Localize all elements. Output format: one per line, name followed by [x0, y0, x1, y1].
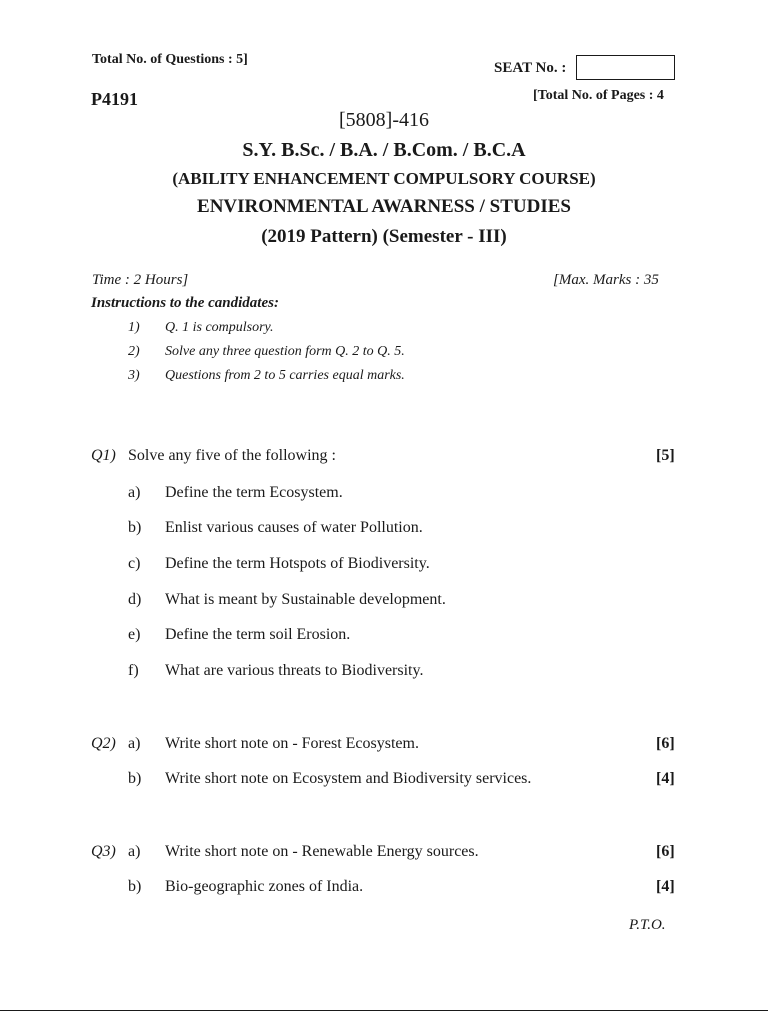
- question-marks-q1: [5]: [656, 447, 675, 464]
- instruction-text: Questions from 2 to 5 carries equal marks.: [165, 368, 405, 383]
- course-type: (ABILITY ENHANCEMENT COMPULSORY COURSE): [172, 169, 596, 188]
- instruction-text: Q. 1 is compulsory.: [165, 320, 274, 335]
- sub-question-marks: [4]: [656, 878, 675, 895]
- total-pages: [Total No. of Pages : 4: [533, 88, 664, 103]
- sub-question-letter: b): [128, 770, 142, 787]
- sub-question-marks: [6]: [656, 843, 675, 860]
- instructions-title: Instructions to the candidates:: [91, 295, 279, 311]
- page-turn-over: P.T.O.: [629, 917, 666, 933]
- question-label-q1: Q1): [91, 447, 116, 464]
- instruction-text: Solve any three question form Q. 2 to Q. 5.: [165, 344, 405, 359]
- subject-title: ENVIRONMENTAL AWARNESS / STUDIES: [197, 196, 571, 217]
- course-title: S.Y. B.Sc. / B.A. / B.Com. / B.C.A: [242, 139, 526, 161]
- sub-question-marks: [6]: [656, 735, 675, 752]
- sub-question-letter: b): [128, 878, 142, 895]
- sub-question-letter: f): [128, 662, 139, 679]
- sub-question-text: Define the term soil Erosion.: [165, 626, 351, 643]
- question-label-q3: Q3): [91, 843, 116, 860]
- instruction-number: 1): [128, 320, 140, 335]
- sub-question-marks: [4]: [656, 770, 675, 787]
- question-text-q1: Solve any five of the following :: [128, 447, 336, 464]
- sub-question-letter: b): [128, 519, 142, 536]
- seat-number-box[interactable]: [576, 55, 675, 80]
- sub-question-text: Define the term Hotspots of Biodiversity.: [165, 555, 430, 572]
- pattern: (2019 Pattern) (Semester - III): [261, 226, 507, 247]
- page-bottom-rule: [0, 1010, 768, 1011]
- sub-question-text: What are various threats to Biodiversity.: [165, 662, 424, 679]
- paper-code: P4191: [91, 89, 138, 109]
- sub-question-text: Bio-geographic zones of India.: [165, 878, 364, 895]
- sub-question-letter: a): [128, 735, 141, 752]
- sub-question-text: Write short note on - Renewable Energy sources.: [165, 843, 479, 860]
- sub-question-text: Enlist various causes of water Pollution.: [165, 519, 423, 536]
- sub-question-letter: a): [128, 843, 141, 860]
- sub-question-text: What is meant by Sustainable development.: [165, 591, 446, 608]
- instruction-number: 3): [128, 368, 140, 383]
- sub-question-text: Write short note on Ecosystem and Biodiversity services.: [165, 770, 532, 787]
- sub-question-text: Write short note on - Forest Ecosystem.: [165, 735, 419, 752]
- instruction-number: 2): [128, 344, 140, 359]
- seat-number-label: SEAT No. :: [494, 60, 567, 76]
- sub-question-letter: c): [128, 555, 141, 572]
- total-questions: Total No. of Questions : 5]: [92, 52, 248, 67]
- sub-question-text: Define the term Ecosystem.: [165, 484, 343, 501]
- exam-time: Time : 2 Hours]: [92, 272, 189, 288]
- max-marks: [Max. Marks : 35: [553, 272, 659, 288]
- question-label-q2: Q2): [91, 735, 116, 752]
- exam-code: [5808]-416: [339, 109, 429, 131]
- sub-question-letter: e): [128, 626, 141, 643]
- sub-question-letter: d): [128, 591, 142, 608]
- sub-question-letter: a): [128, 484, 141, 501]
